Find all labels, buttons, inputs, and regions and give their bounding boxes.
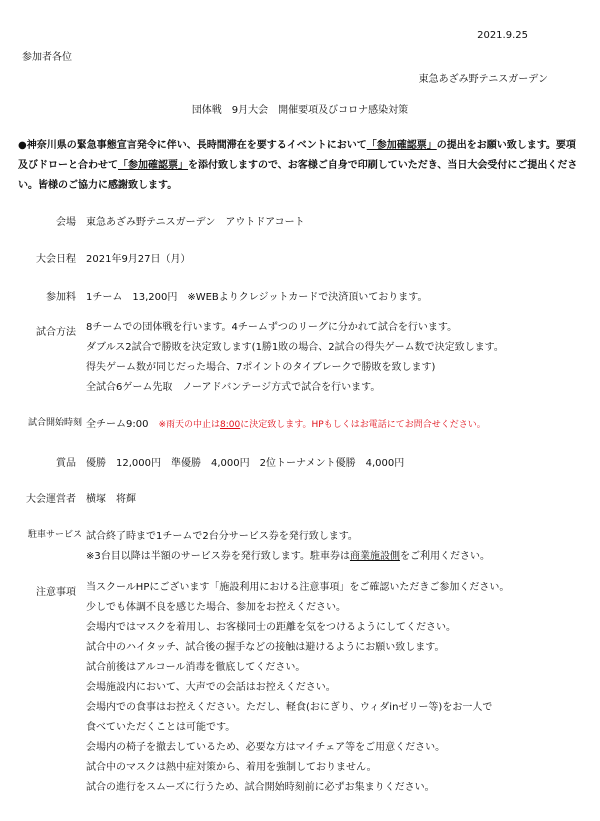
note-line-11: 試合の進行をスムーズに行うため、試合開始時刻前に必ずお集まりください。 — [86, 782, 435, 793]
confirmation-form-link-1[interactable]: 「参加確認票」 — [366, 140, 437, 151]
commercial-facility-link[interactable]: 商業施設側 — [349, 551, 400, 562]
start-time-row — [86, 415, 486, 430]
format-line-3: 得失ゲーム数が同じだった場合、7ポイントのタイブレークで勝敗を致します) — [86, 362, 436, 373]
organizer-value: 横塚 将輝 — [86, 494, 136, 505]
notice-text-1: ●神奈川県の緊急事態宣言発令に伴い、長時間滞在を要するイベントにおいて — [18, 140, 367, 151]
note-line-1: 当スクールHPにございます「施設利用における注意事項」をご確認いただきご参加ください。 — [86, 582, 510, 593]
format-line-1: 8チームでの団体戦を行います。4チームずつのリーグに分かれて試合を行います。 — [86, 322, 458, 333]
organization-name: 東急あざみ野テニスガーデン — [418, 74, 548, 85]
note-line-9: 会場内の椅子を撤去しているため、必要な方はマイチェア等をご用意ください。 — [86, 742, 446, 753]
note-line-2: 少しでも体調不良を感じた場合、参加をお控えください。 — [86, 602, 346, 613]
prize-label: 賞品 — [56, 458, 76, 469]
venue-value: 東急あざみ野テニスガーデン アウトドアコート — [86, 217, 305, 228]
note-line-8: 食べていただくことは可能です。 — [86, 722, 236, 733]
note-line-5: 試合前後はアルコール消毒を徹底してください。 — [86, 662, 306, 673]
note-line-3: 会場内ではマスクを着用し、お客様同士の距離を気をつけるようにしてください。 — [86, 622, 456, 633]
fee-label: 参加料 — [46, 292, 76, 303]
parking-line-2: ※3台目以降は半額のサービス券を発行致します。駐車券は商業施設側をご利用ください。 — [86, 551, 490, 562]
event-date-value: 2021年9月27日（月） — [86, 254, 191, 265]
prize-value: 優勝 12,000円 準優勝 4,000円 2位トーナメント優勝 4,000円 — [86, 458, 405, 469]
start-time-value: 全チーム9:00 — [86, 419, 149, 430]
document-title: 団体戦 9月大会 開催要項及びコロナ感染対策 — [191, 105, 409, 116]
format-label: 試合方法 — [36, 327, 76, 338]
venue-label: 会場 — [56, 217, 76, 228]
event-date-label: 大会日程 — [36, 254, 76, 265]
note-line-10: 試合中のマスクは熱中症対策から、着用を強制しておりません。 — [86, 762, 377, 773]
parking-label: 駐車サービス — [27, 530, 82, 540]
notice-paragraph — [18, 136, 578, 196]
addressee: 参加者各位 — [22, 52, 72, 63]
note-line-4: 試合中のハイタッチ、試合後の握手などの接触は避けるようにお願い致します。 — [86, 642, 445, 653]
notice-text-2: の提出をお願い致します。要項及びドローと合わせて — [18, 140, 576, 171]
parking-line-1: 試合終了時まで1チームで2台分サービス券を発行致します。 — [86, 531, 358, 542]
document-date: 2021.9.25 — [477, 30, 528, 41]
fee-value: 1チーム 13,200円 ※WEBよりクレジットカードで決済頂いております。 — [86, 292, 428, 303]
format-line-2: ダブルス2試合で勝敗を決定致します(1勝1敗の場合、2試合の得失ゲーム数で決定致します。 — [86, 342, 504, 353]
notes-label: 注意事項 — [36, 587, 76, 598]
note-line-7: 会場内での食事はお控えください。ただし、軽食(おにぎり、ウィダinゼリー等)をお一人で — [86, 702, 493, 713]
confirmation-form-link-2[interactable]: 「参加確認票」 — [118, 160, 188, 171]
notice-text-3: を添付致しますので、お客様ご自身で印刷していただき、当日大会受付にご提出ください。皆様のご協力に感謝致します。 — [18, 160, 578, 191]
rain-notice: ※雨天の中止は8:00に決定致します。HPもしくはお電話にてお問合せください。 — [158, 420, 486, 430]
organizer-label: 大会運営者 — [26, 494, 76, 505]
format-line-4: 全試合6ゲーム先取 ノーアドバンテージ方式で試合を行います。 — [86, 382, 381, 393]
note-line-6: 会場施設内において、大声での会話はお控えください。 — [86, 682, 336, 693]
start-time-label: 試合開始時刻 — [27, 418, 82, 428]
rain-decision-time: 8:00 — [220, 420, 241, 430]
